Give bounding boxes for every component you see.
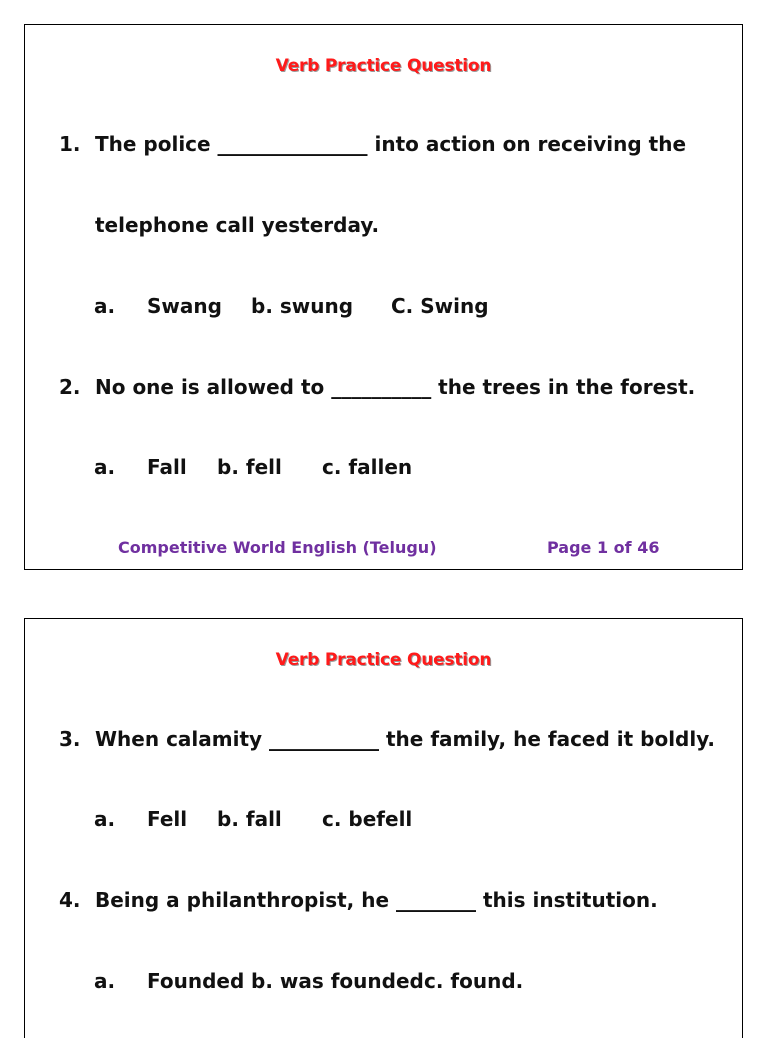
option-c: c. befell [322, 807, 413, 831]
option-a: Founded [147, 969, 245, 993]
option-b: b. swung [251, 294, 354, 318]
footer-source: Competitive World English (Telugu) [118, 538, 437, 557]
option-b: b. was founded [251, 969, 424, 993]
option-a: Fell [147, 807, 188, 831]
option-a-label: a. [94, 455, 116, 479]
option-b: b. fell [217, 455, 282, 479]
page-title: Verb Practice Question [275, 56, 492, 76]
question-2 [59, 375, 695, 399]
option-a-label: a. [94, 969, 116, 993]
question-3 [59, 727, 715, 751]
document-page-1 [24, 24, 743, 570]
option-a-label: a. [94, 294, 116, 318]
question-text: When calamity ___________ the family, he faced it boldly. [95, 727, 716, 751]
question-number: 4. [59, 888, 81, 912]
question-text: No one is allowed to __________ the trees in the forest. [95, 375, 696, 399]
question-number: 2. [59, 375, 81, 399]
page-title: Verb Practice Question [275, 650, 492, 670]
option-a: Fall [147, 455, 187, 479]
question-4 [59, 888, 658, 912]
question-text: Being a philanthropist, he ________ this institution. [95, 888, 658, 912]
option-b: b. fall [217, 807, 282, 831]
footer-page-number: Page 1 of 46 [547, 538, 660, 557]
question-number: 1. [59, 132, 81, 156]
option-c: c. found. [424, 969, 524, 993]
option-a-label: a. [94, 807, 116, 831]
question-1 [59, 132, 686, 156]
option-c: c. fallen [322, 455, 413, 479]
option-a: Swang [147, 294, 222, 318]
option-c: C. Swing [391, 294, 489, 318]
question-number: 3. [59, 727, 81, 751]
question-text: The police _______________ into action on receiving the [95, 132, 687, 156]
document-page-2 [24, 618, 743, 1038]
question-1-continuation: telephone call yesterday. [95, 213, 380, 237]
